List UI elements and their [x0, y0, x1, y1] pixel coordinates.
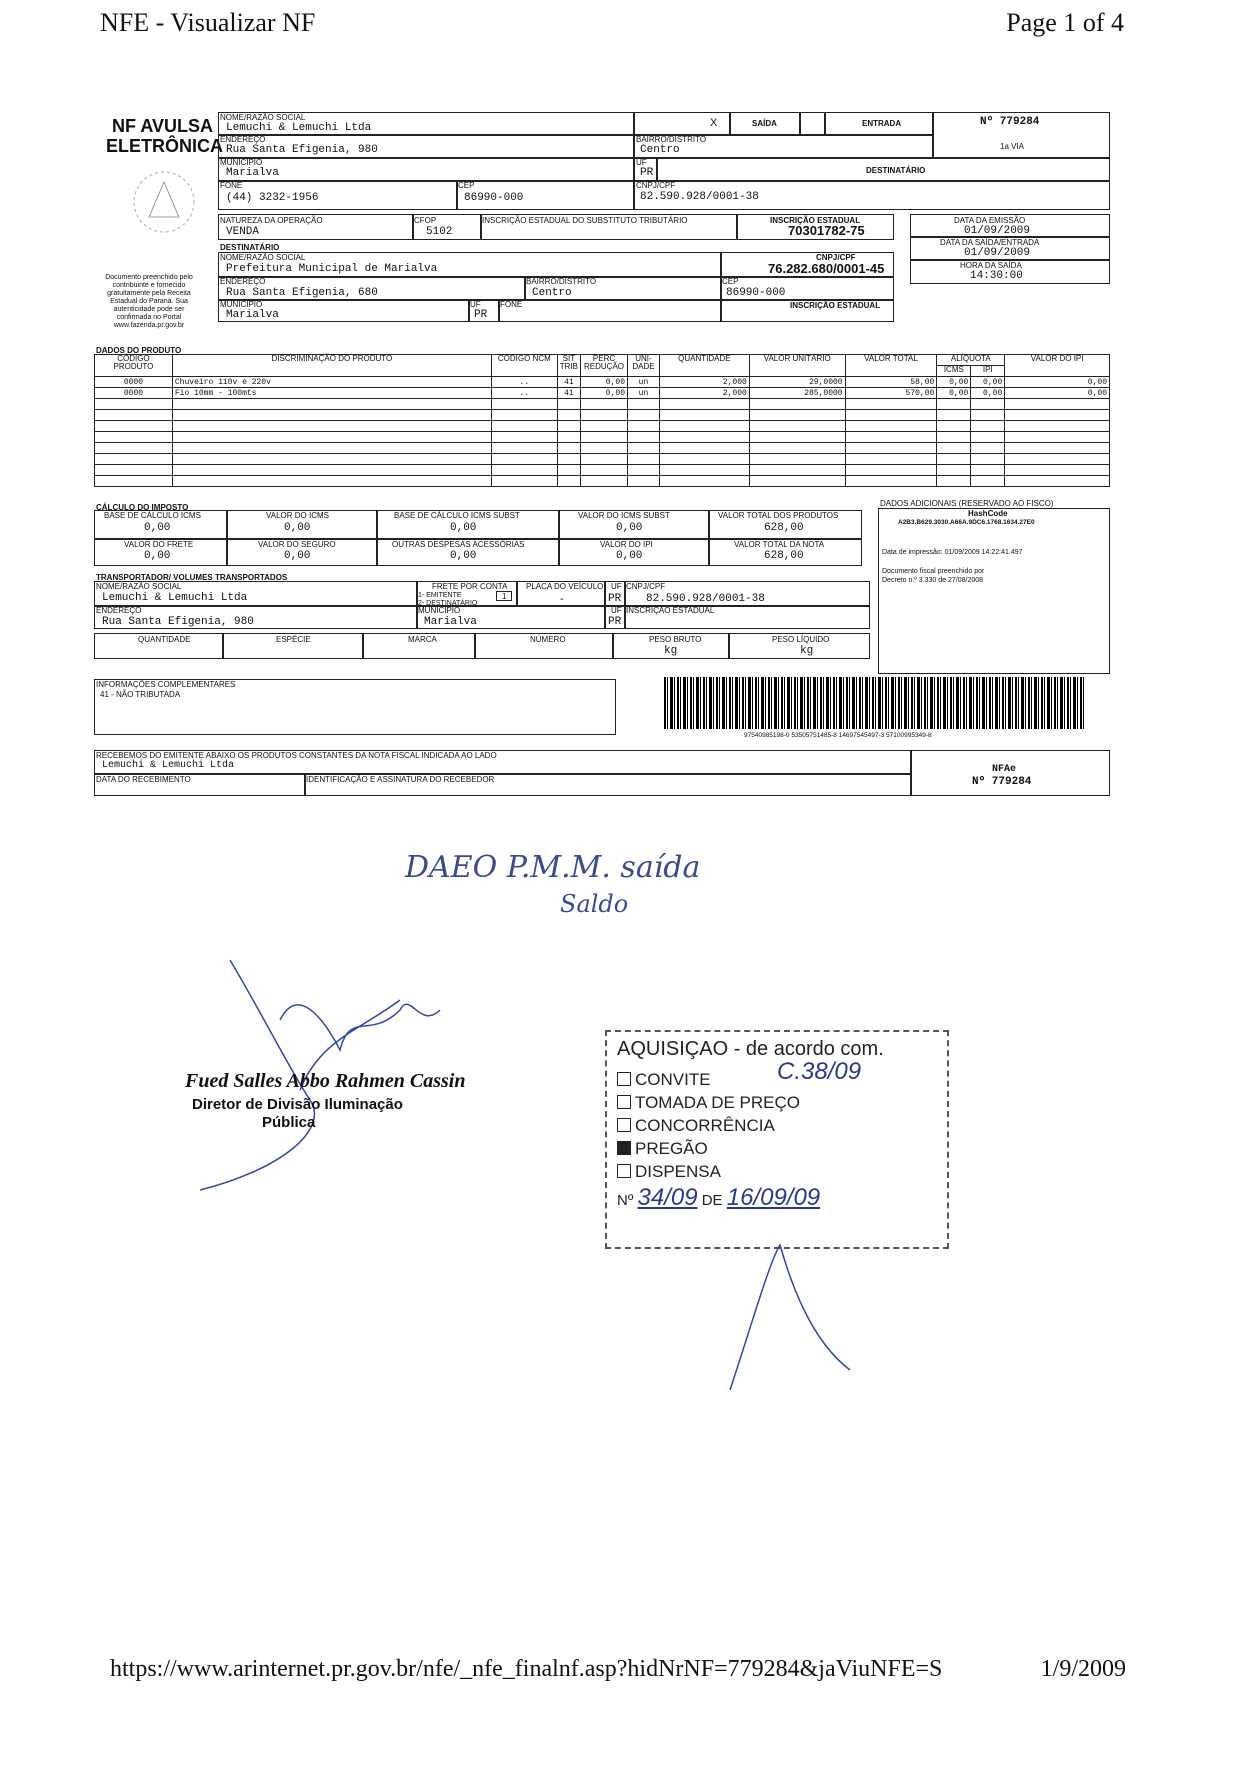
cell: 41 — [557, 388, 580, 399]
cell: 29,0000 — [749, 377, 845, 388]
entrada-label: ENTRADA — [862, 119, 902, 128]
recibo-emitente: Lemuchi & Lemuchi Ltda — [102, 760, 235, 771]
transp-municipio-label: MUNICÍPIO — [418, 606, 461, 615]
dest-bairro: Centro — [532, 287, 572, 299]
col-valor-unitario: VALOR UNITÁRIO — [749, 355, 845, 377]
stamp-no-label: Nº — [617, 1192, 634, 1209]
ie-label: INSCRIÇÃO ESTADUAL — [770, 216, 861, 225]
handwritten-note-2: Saldo — [560, 890, 629, 918]
stamp-title: AQUISIÇAO - de acordo com. — [617, 1038, 884, 1060]
emissao-value: 01/09/2009 — [964, 225, 1031, 237]
dest-municipio-label: MUNICÍPIO — [220, 300, 263, 309]
table-row — [95, 432, 1110, 443]
stamp-opt-label: CONCORRÊNCIA — [635, 1116, 775, 1135]
frete-opt-destinatario: 2- DESTINATÁRIO — [418, 600, 478, 607]
seguro-label: VALOR DO SEGURO — [258, 540, 336, 549]
hora-value: 14:30:00 — [970, 270, 1023, 282]
emissao-label: DATA DA EMISSÃO — [954, 216, 1026, 225]
table-row — [95, 476, 1110, 487]
base-subst-value: 0,00 — [450, 522, 477, 534]
ie-subst-label: INSCRIÇÃO ESTADUAL DO SUBSTITUTO TRIBUTÁRIO — [482, 216, 688, 225]
cell: 0000 — [95, 377, 173, 388]
emitente-uf: PR — [640, 167, 654, 179]
valor-subst-label: VALOR DO ICMS SUBST — [578, 511, 670, 520]
impressao-date: Data de impressão: 01/09/2009 14:22:41.497 — [882, 549, 1023, 556]
dest-ie-label: INSCRIÇÃO ESTADUAL — [790, 301, 881, 310]
dest-endereco-label: ENDEREÇO — [220, 277, 266, 286]
placa-value: - — [560, 593, 564, 605]
cell: un — [628, 377, 660, 388]
table-row — [95, 410, 1110, 421]
base-subst-label: BASE DE CÁLCULO ICMS SUBST — [394, 511, 520, 520]
checkbox-icon — [617, 1072, 631, 1086]
table-row — [95, 377, 1110, 388]
stamp-opt-dispensa — [617, 1162, 721, 1182]
placa-label: PLACA DO VEÍCULO — [526, 582, 604, 591]
divider — [612, 633, 614, 659]
col-valor-ipi: VALOR DO IPI — [1005, 355, 1110, 377]
marca-label: MARCA — [408, 635, 437, 644]
divider — [634, 157, 1110, 159]
stamp-number-line — [617, 1184, 820, 1212]
cell: 285,0000 — [749, 388, 845, 399]
stamp-opt-label: PREGÃO — [635, 1139, 708, 1158]
dest-cnpj: 76.282.680/0001-45 — [768, 261, 885, 276]
cell: 0,00 — [1005, 388, 1110, 399]
emitente-fone-label: FONE — [220, 181, 243, 190]
recibo-assinatura-label: IDENTIFICAÇÃO E ASSINATURA DO RECEBEDOR — [306, 775, 495, 784]
base-icms-label: BASE DE CÁLCULO ICMS — [104, 511, 201, 520]
cell: 58,00 — [845, 377, 937, 388]
produtos-section-title: DADOS DO PRODUTO — [96, 346, 182, 355]
signer-title: Diretor de Divisão Iluminação — [192, 1096, 403, 1113]
cell: 0,00 — [971, 377, 1005, 388]
stamp-scribble — [720, 1240, 860, 1400]
frete-por-conta-label: FRETE POR CONTA — [432, 582, 508, 591]
adicionais-box — [878, 508, 1110, 674]
cell: .. — [491, 377, 557, 388]
natureza-label: NATUREZA DA OPERAÇÃO — [220, 216, 323, 225]
emitente-bairro: Centro — [640, 144, 680, 156]
checkbox-icon — [617, 1095, 631, 1109]
recibo-numero: Nº 779284 — [972, 776, 1032, 788]
dest-cep: 86990-000 — [726, 287, 786, 299]
cell: 0,00 — [971, 388, 1005, 399]
seguro-value: 0,00 — [284, 550, 311, 562]
complementares-text: 41 - NÃO TRIBUTADA — [100, 690, 181, 699]
cfop-value: 5102 — [426, 226, 453, 238]
peso-bruto-label: PESO BRUTO — [649, 635, 702, 644]
transp-cnpj: 82.590.928/0001-38 — [646, 593, 765, 605]
brand-line2: ELETRÔNICA — [106, 136, 223, 156]
cell: 0000 — [95, 388, 173, 399]
qtd-label: QUANTIDADE — [138, 635, 191, 644]
emitente-cnpj: 82.590.928/0001-38 — [640, 191, 759, 203]
table-row — [95, 454, 1110, 465]
transp-endereco: Rua Santa Efigenia, 980 — [102, 616, 254, 628]
emitente-municipio: Marialva — [226, 167, 279, 179]
transp-uf2-label: UF — [611, 606, 622, 615]
dest-nome: Prefeitura Municipal de Marialva — [226, 263, 438, 275]
cell: un — [628, 388, 660, 399]
divider — [736, 214, 738, 240]
hora-label: HORA DA SAÍDA — [960, 261, 1022, 270]
saida-mark: X — [710, 117, 718, 129]
divider — [799, 112, 801, 134]
transp-uf2: PR — [608, 616, 622, 628]
checkbox-icon — [617, 1164, 631, 1178]
outras-despesas-label: OUTRAS DESPESAS ACESSÓRIAS — [392, 540, 525, 549]
recibo-nfae: NFAe — [992, 764, 1017, 775]
cell: Fio 10mm - 100mts — [172, 388, 491, 399]
signer-name: Fued Salles Abbo Rahmen Cassin — [185, 1070, 466, 1092]
valor-subst-value: 0,00 — [616, 522, 643, 534]
divider — [362, 633, 364, 659]
col-unidade: UNI-DADE — [628, 355, 660, 377]
divider — [558, 510, 560, 566]
emitente-cep-label: CEP — [458, 181, 475, 190]
stamp-opt-label: DISPENSA — [635, 1162, 721, 1181]
frete-label: VALOR DO FRETE — [124, 540, 194, 549]
complementares-label: INFORMAÇÕES COMPLEMENTARES — [96, 680, 236, 689]
divider — [226, 510, 228, 566]
acquisition-stamp — [605, 1030, 949, 1249]
valor-icms-value: 0,00 — [284, 522, 311, 534]
divider — [218, 134, 634, 136]
stamp-opt-pregao — [617, 1139, 708, 1159]
transportador-section-title: TRANSPORTADOR/ VOLUMES TRANSPORTADOS — [96, 573, 288, 582]
produtos-table — [94, 354, 1110, 487]
peso-liquido-value: kg — [800, 645, 814, 657]
emitente-bairro-label: BAIRRO/DISTRITO — [636, 135, 707, 144]
base-icms-value: 0,00 — [144, 522, 171, 534]
hash-value: A2B3.B629.3030.A66A.9DC6.1768.1634.27E0 — [898, 519, 1035, 526]
valor-icms-label: VALOR DO ICMS — [266, 511, 329, 520]
cell: 0,00 — [937, 377, 971, 388]
dest-nome-label: NOME/RAZÃO SOCIAL — [220, 253, 306, 262]
nf-via: 1a VIA — [1000, 142, 1025, 151]
transp-municipio: Marialva — [424, 616, 477, 628]
frete-opt-emitente: 1- EMITENTE — [418, 592, 462, 599]
col-perc-reducao: PERC REDUÇÃO — [581, 355, 628, 377]
divider — [94, 773, 910, 775]
dest-bairro-label: BAIRRO/DISTRITO — [526, 277, 597, 286]
stamp-de-value: 16/09/09 — [726, 1184, 821, 1211]
stamp-opt-tomada — [617, 1093, 800, 1113]
divider — [720, 252, 722, 276]
parana-coat-of-arms — [124, 162, 204, 242]
outras-despesas-value: 0,00 — [450, 550, 477, 562]
nf-document — [96, 112, 1110, 802]
col-valor-total: VALOR TOTAL — [845, 355, 937, 377]
transp-nome: Lemuchi & Lemuchi Ltda — [102, 592, 248, 604]
cell: Chuveiro 110v e 220v — [172, 377, 491, 388]
barcode — [664, 677, 1084, 729]
divider — [218, 180, 634, 182]
dest-municipio: Marialva — [226, 309, 279, 321]
divider — [474, 633, 476, 659]
adicionais-section-title: DADOS ADICIONAIS (RESERVADO AO FISCO) — [880, 499, 1054, 508]
stamp-de-label: DE — [701, 1192, 723, 1209]
cell: 570,00 — [845, 388, 937, 399]
transp-uf: PR — [608, 593, 622, 605]
col-sit-trib: SIT TRIB — [557, 355, 580, 377]
frete-value: 1 — [502, 592, 507, 601]
divider — [728, 633, 730, 659]
total-produtos-label: VALOR TOTAL DOS PRODUTOS — [718, 511, 839, 520]
barcode-digits: 97540985198-0 53505751485-8 14697545497-3 57100995349-8 — [744, 732, 932, 739]
transp-endereco-label: ENDEREÇO — [96, 606, 142, 615]
footer-url[interactable]: https://www.arinternet.pr.gov.br/nfe/_nfe_finalnf.asp?hidNrNF=779284&jaViuNFE=S — [110, 1656, 943, 1682]
col-discriminacao: DISCRIMINAÇÃO DO PRODUTO — [172, 355, 491, 377]
divider — [94, 605, 870, 607]
col-quantidade: QUANTIDADE — [659, 355, 749, 377]
page-title: NFE - Visualizar NF — [100, 8, 316, 37]
ipi-label: VALOR DO IPI — [600, 540, 653, 549]
cfop-label: CFOP — [414, 216, 437, 225]
cell: 2,000 — [659, 388, 749, 399]
stamp-opt-label: CONVITE — [635, 1070, 711, 1089]
divider — [222, 633, 224, 659]
transp-uf-label: UF — [611, 582, 622, 591]
hash-label: HashCode — [968, 509, 1008, 518]
dest-endereco: Rua Santa Efigenia, 680 — [226, 287, 378, 299]
nf-number: Nº 779284 — [980, 116, 1040, 128]
saida-data-label: DATA DA SAÍDA/ENTRADA — [940, 238, 1040, 247]
divider — [634, 180, 1110, 182]
cell: 41 — [557, 377, 580, 388]
divider — [656, 157, 658, 180]
divider — [910, 750, 912, 796]
stamp-no-value: 34/09 — [637, 1184, 698, 1211]
col-aliquota: ALÍQUOTA — [937, 355, 1005, 366]
cell: 0,00 — [1005, 377, 1110, 388]
ipi-value: 0,00 — [616, 550, 643, 562]
transp-nome-label: NOME/RAZÃO SOCIAL — [96, 582, 182, 591]
emitente-nome-label: NOME/RAZÃO SOCIAL — [220, 113, 306, 122]
saida-label: SAÍDA — [752, 119, 777, 128]
col-aliq-icms: ICMS — [937, 366, 971, 377]
table-row — [95, 388, 1110, 399]
cell: 0,00 — [581, 388, 628, 399]
divider — [376, 510, 378, 566]
emitente-endereco-label: ENDEREÇO — [220, 135, 266, 144]
cell: .. — [491, 388, 557, 399]
side-note: Documento preenchido pelo contribuinte e fornecido gratuitamente pela Receita Estadual do Paraná. Sua autenticidade pode ser confirmada no Portal www.fazenda.pr.gov.br — [105, 274, 193, 329]
divider — [708, 510, 710, 566]
col-codigo: CÓDIGO PRODUTO — [95, 355, 173, 377]
especie-label: ESPÉCIE — [276, 635, 311, 644]
imposto-section-title: CÁLCULO DO IMPOSTO — [96, 503, 189, 512]
divider — [932, 112, 934, 157]
brand-line1: NF AVULSA — [112, 116, 213, 136]
divider — [729, 112, 731, 134]
signer-title-2: Pública — [262, 1114, 316, 1131]
emitente-cnpj-label: CNPJ/CPF — [636, 181, 676, 190]
emitente-municipio-label: MUNICÍPIO — [220, 158, 263, 167]
saida-data-value: 01/09/2009 — [964, 247, 1031, 259]
transp-ie-label: INSCRIÇÃO ESTADUAL — [626, 606, 715, 615]
stamp-opt-convite — [617, 1070, 711, 1090]
stamp-handwritten-ref: C.38/09 — [777, 1058, 862, 1085]
checked-checkbox-icon — [617, 1141, 631, 1155]
divider — [218, 157, 634, 159]
checkbox-icon — [617, 1118, 631, 1132]
ie-value: 70301782-75 — [788, 223, 865, 238]
table-row — [95, 465, 1110, 476]
total-nota-label: VALOR TOTAL DA NOTA — [734, 540, 825, 549]
destinatario-section-title: DESTINATÁRIO — [220, 243, 280, 252]
peso-liquido-label: PESO LÍQUIDO — [772, 635, 830, 644]
recibo-data-label: DATA DO RECEBIMENTO — [96, 775, 191, 784]
footer-date: 1/9/2009 — [1040, 1656, 1126, 1682]
natureza-value: VENDA — [226, 226, 260, 238]
table-row — [95, 421, 1110, 432]
cell: 2,000 — [659, 377, 749, 388]
emitente-nome: Lemuchi & Lemuchi Ltda — [226, 122, 372, 134]
col-ncm: CÓDIGO NCM — [491, 355, 557, 377]
stamp-opt-label: TOMADA DE PREÇO — [635, 1093, 800, 1112]
volumes-box — [94, 633, 870, 659]
frete-value: 0,00 — [144, 550, 171, 562]
stamp-opt-concorrencia — [617, 1116, 775, 1136]
cell: 0,00 — [937, 388, 971, 399]
destinatario-tag: DESTINATÁRIO — [866, 166, 926, 175]
total-nota-value: 628,00 — [764, 550, 804, 562]
emitente-fone: (44) 3232-1956 — [226, 192, 319, 204]
dest-uf: PR — [474, 309, 488, 321]
dest-cep-label: CEP — [722, 277, 739, 286]
cell: 0,00 — [581, 377, 628, 388]
table-row — [95, 399, 1110, 410]
divider — [516, 581, 518, 605]
dest-cnpj-label: CNPJ/CPF — [816, 253, 856, 262]
dest-uf-label: UF — [470, 300, 481, 309]
handwritten-note: DAEO P.M.M. saída — [405, 850, 701, 885]
emitente-uf-label: UF — [636, 158, 647, 167]
page-number: Page 1 of 4 — [1006, 8, 1124, 37]
total-produtos-value: 628,00 — [764, 522, 804, 534]
transp-cnpj-label: CNPJ/CPF — [626, 582, 666, 591]
emitente-endereco: Rua Santa Efigenia, 980 — [226, 144, 378, 156]
recibo-text: RECEBEMOS DO EMITENTE ABAIXO OS PRODUTOS CONSTANTES DA NOTA FISCAL INDICADA AO LADO — [96, 751, 497, 760]
emitente-cep: 86990-000 — [464, 192, 524, 204]
divider — [824, 112, 826, 134]
peso-bruto-value: kg — [664, 645, 678, 657]
numero-label: NÚMERO — [530, 635, 566, 644]
col-aliq-ipi: IPI — [971, 366, 1005, 377]
table-row — [95, 443, 1110, 454]
dest-fone-label: FONE — [500, 300, 523, 309]
decreto-note: Documento fiscal preenchido por Decreto n.º 3.330 de 27/08/2008 — [882, 568, 985, 584]
